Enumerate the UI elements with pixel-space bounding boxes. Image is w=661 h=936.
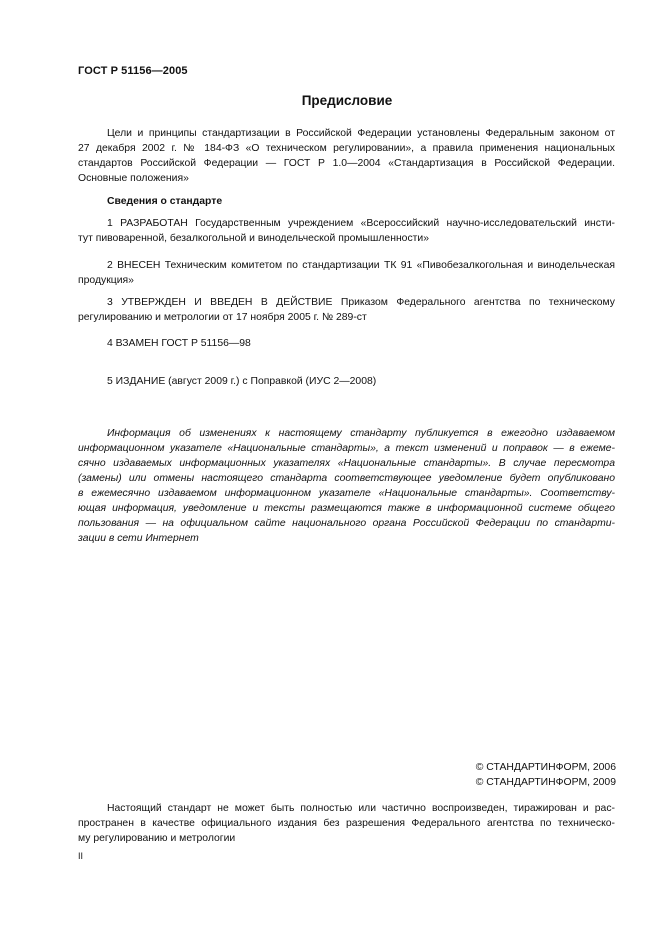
- text-line: продукция»: [78, 275, 134, 286]
- foreword-intro-paragraph: [78, 126, 615, 186]
- text-line: сячно издаваемых информационных указателях «Национальные стандарты». В случае пересмотра: [78, 458, 615, 469]
- text-line: му регулированию и метрологии: [78, 833, 236, 844]
- page-number: II: [78, 851, 84, 861]
- text-line: 1 РАЗРАБОТАН Государственным учреждением «Всероссийский научно-исследовательский инсти-: [107, 218, 615, 229]
- text-line: Настоящий стандарт не может быть полностью или частично воспроизведен, тиражирован и рас-: [107, 803, 615, 814]
- text-line: 3 УТВЕРЖДЕН И ВВЕДЕН В ДЕЙСТВИЕ Приказом Федерального агентства по техническому: [107, 297, 615, 308]
- text-line: регулированию и метрологии от 17 ноября 2005 г. № 289-ст: [78, 312, 367, 323]
- text-line: Информация об изменениях к настоящему стандарту публикуется в ежегодно издаваемом: [107, 428, 615, 439]
- text-line: информационном указателе «Национальные стандарты», а текст изменений и поправок — в ежеме-: [78, 443, 615, 454]
- text-line: 2 ВНЕСЕН Техническим комитетом по стандартизации ТК 91 «Пивобезалкогольная и винодельческая: [107, 260, 615, 271]
- item-edition: 5 ИЗДАНИЕ (август 2009 г.) с Поправкой (ИУС 2—2008): [107, 376, 377, 387]
- text-line: 27 декабря 2002 г. № 184-ФЗ «О техническом регулировании», а правила применения национальных: [78, 143, 615, 154]
- copyright-2006: © СТАНДАРТИНФОРМ, 2006: [475, 762, 616, 773]
- text-line: пользования — на официальном сайте национального органа Российской Федерации по стандарти-: [78, 518, 615, 529]
- standard-info-heading: Сведения о стандарте: [107, 196, 223, 207]
- text-line: пространен в качестве официального издания без разрешения Федерального агентства по техническо-: [78, 818, 615, 829]
- item-introduced: [78, 258, 615, 288]
- changes-info-paragraph: [78, 426, 615, 546]
- item-approved: [78, 295, 615, 325]
- text-line: зации в сети Интернет: [78, 533, 199, 544]
- text-line: Основные положения»: [78, 173, 189, 184]
- text-line: Цели и принципы стандартизации в Российской Федерации установлены Федеральным законом от: [107, 128, 615, 139]
- item-replaces: 4 ВЗАМЕН ГОСТ Р 51156—98: [107, 338, 251, 349]
- text-line: тут пивоваренной, безалкогольной и винодельческой промышленности»: [78, 233, 429, 244]
- item-developed: [78, 216, 615, 246]
- text-line: (замены) или отмены настоящего стандарта соответствующее уведомление будет опубликовано: [78, 473, 615, 484]
- document-code-header: ГОСТ Р 51156—2005: [78, 65, 188, 77]
- text-line: в ежемесячно издаваемом информационном указателе «Национальные стандарты». Соответству-: [78, 488, 615, 499]
- foreword-title: Предисловие: [301, 93, 393, 108]
- reproduction-notice: [78, 801, 615, 846]
- text-line: ющая информация, уведомление и тексты размещаются также в информационной системе общего: [78, 503, 615, 514]
- text-line: стандартов Российской Федерации — ГОСТ Р 1.0—2004 «Стандартизация в Российской Федерации.: [78, 158, 615, 169]
- copyright-2009: © СТАНДАРТИНФОРМ, 2009: [475, 777, 616, 788]
